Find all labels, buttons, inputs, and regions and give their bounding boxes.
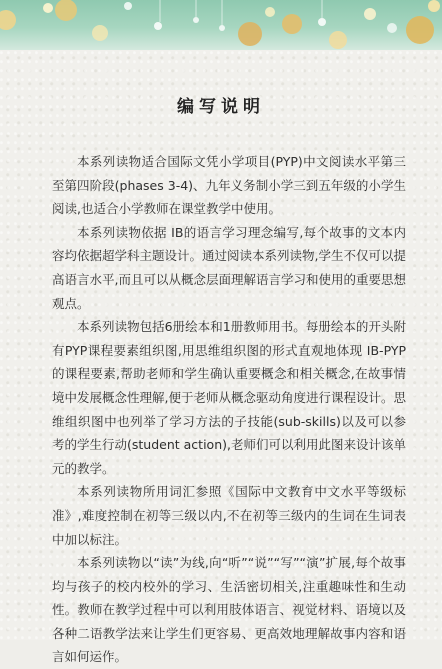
decorative-banner xyxy=(0,0,442,50)
paragraph: 本系列读物依据 IB的语言学习理念编写,每个故事的文本内容均依据超学科主题设计。通过阅读本系列读物,学生不仅可以提高语言水平,而且可以从概念层面理解语言学习和使用的重要思想观点。 xyxy=(52,224,406,311)
bokeh-lights-icon xyxy=(0,0,442,50)
page-title: 编写说明 xyxy=(177,97,265,117)
paragraph: 本系列读物适合国际文凭小学项目(PYP)中文阅读水平第三至第四阶段(phases 3-4)、九年义务制小学三到五年级的小学生阅读,也适合小学教师在课堂教学中使用。 xyxy=(52,154,406,217)
paragraph: 本系列读物所用词汇参照《国际中文教育中文水平等级标准》,难度控制在初等三级以内,不在初等三级内的生词在生词表中加以标注。 xyxy=(52,484,406,547)
paragraph: 本系列读物以“读”为线,向“听”“说”“写”“演”扩展,每个故事均与孩子的校内校外的学习、生活密切相关,注重趣味性和生动性。教师在教学过程中可以利用肢体语言、视觉材料、语境以及各种二语教学法来让学生们更容易、更高效地理解故事内容和语言如何运作。 xyxy=(52,555,406,665)
body-text xyxy=(52,150,406,669)
paragraph: 本系列读物包括6册绘本和1册教师用书。每册绘本的开头附有PYP课程要素组织图,用思维组织图的形式直观地体现 IB-PYP 的课程要素,帮助老师和学生确认重要概念和相关概念,在故事情境中发展概念性理解,便于老师从概念驱动角度进行课程设计。思维组织图中也列举了学习方法的子技能(sub-skills)以及可以参考的学生行动(student action),老师们可以利用此图来设计该单元的教学。 xyxy=(52,319,406,476)
